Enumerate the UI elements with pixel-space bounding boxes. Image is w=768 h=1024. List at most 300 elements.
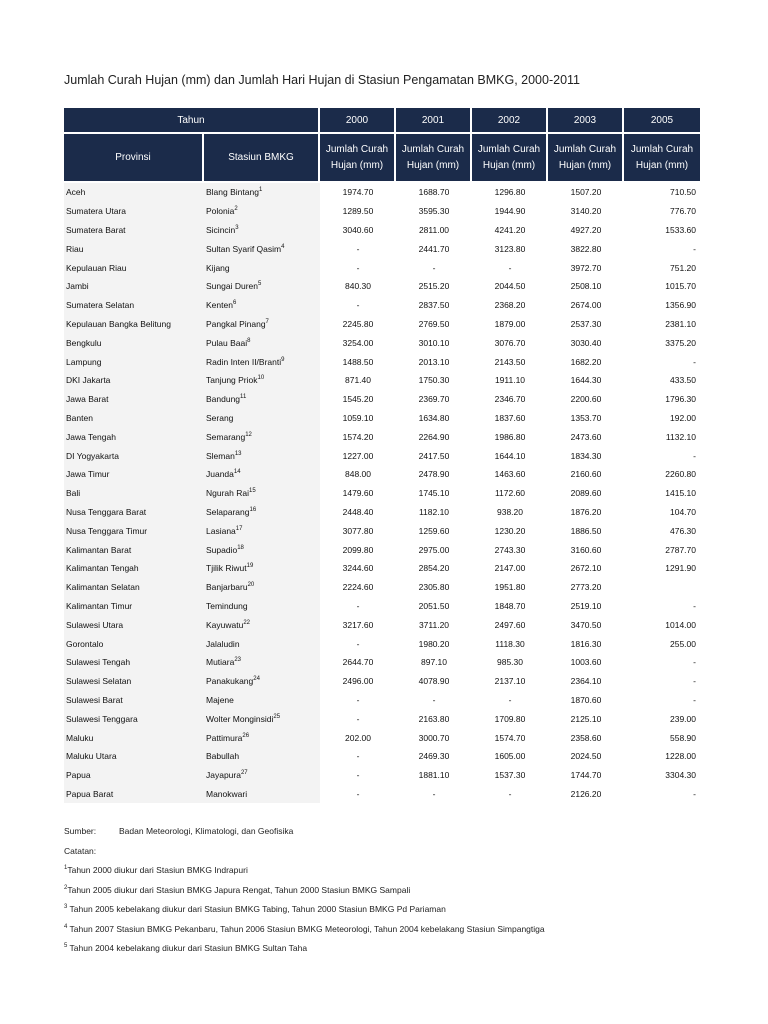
value-cell: 897.10	[421, 657, 447, 668]
value-cell: 1533.60	[665, 224, 696, 235]
value-cell: 1886.50	[570, 525, 602, 536]
province-cell: Kalimantan Selatan	[64, 578, 204, 597]
footnote-ref: 10	[257, 375, 265, 382]
value-cell: 4927.20	[570, 224, 602, 235]
value-cell: 1974.70	[342, 187, 374, 198]
value-cell: -	[432, 262, 436, 273]
province-cell: Sumatera Selatan	[64, 296, 204, 315]
table-row	[64, 239, 700, 258]
station-cell	[204, 578, 320, 597]
value-cell: 1951.80	[494, 582, 526, 593]
table-row	[64, 785, 700, 804]
province-cell: DI Yogyakarta	[64, 446, 204, 465]
value-cell: 3140.20	[570, 206, 602, 217]
value-cell: 3160.60	[570, 544, 602, 555]
value-cell: 2441.70	[418, 243, 450, 254]
table-row	[64, 465, 700, 484]
station-name: Tanjung Priok	[206, 375, 258, 386]
value-cell: -	[508, 694, 512, 705]
value-cell: -	[693, 243, 696, 254]
note-item	[64, 865, 545, 885]
value-cell: 2044.50	[494, 281, 526, 292]
province-cell: Bali	[64, 484, 204, 503]
value-cell: 1118.30	[495, 638, 525, 649]
station-cell	[204, 766, 320, 785]
value-cell: 3595.30	[418, 206, 450, 217]
header-tahun: Tahun	[64, 108, 320, 134]
province-cell: Maluku Utara	[64, 747, 204, 766]
value-cell: 202.00	[345, 732, 371, 743]
value-cell: 2125.10	[570, 713, 602, 724]
table-row	[64, 409, 700, 428]
station-cell	[204, 484, 320, 503]
header-year: 2005	[624, 108, 700, 134]
value-cell: 1911.10	[494, 375, 526, 386]
header-measure: Jumlah Curah Hujan (mm)	[624, 134, 700, 183]
value-cell: 2260.80	[665, 469, 696, 480]
station-cell	[204, 747, 320, 766]
province-cell: Jambi	[64, 277, 204, 296]
station-name: Kijang	[206, 262, 230, 273]
footnote-ref: 2	[234, 206, 238, 213]
value-cell: 2537.30	[570, 318, 602, 329]
value-cell: -	[693, 788, 696, 799]
value-cell: 751.20	[670, 262, 696, 273]
value-cell: 2448.40	[342, 506, 374, 517]
value-cell: 2358.60	[570, 732, 602, 743]
table-row	[64, 521, 700, 540]
station-cell	[204, 202, 320, 221]
value-cell: 1837.60	[494, 412, 526, 423]
station-cell	[204, 390, 320, 409]
footnote-ref: 18	[237, 544, 244, 551]
value-cell: 2975.00	[418, 544, 450, 555]
value-cell: 2497.60	[494, 619, 526, 630]
value-cell: -	[356, 638, 360, 649]
station-cell	[204, 634, 320, 653]
value-cell: 1228.00	[665, 751, 696, 762]
value-cell: -	[356, 713, 360, 724]
note-text: Tahun 2005 kebelakang diukur dari Stasiun BMKG Tabing, Tahun 2000 Stasiun BMKG Pd Pariaman	[67, 904, 446, 914]
station-cell	[204, 409, 320, 428]
value-cell: 1353.70	[570, 412, 602, 423]
note-text: Tahun 2007 Stasiun BMKG Pekanbaru, Tahun 2006 Stasiun BMKG Meteorologi, Tahun 2004 kebelakang Stasiun Simpangtiga	[67, 923, 545, 934]
value-cell: 2381.10	[665, 318, 696, 329]
value-cell: 4078.90	[418, 676, 450, 687]
value-cell: 1644.30	[570, 375, 602, 386]
value-cell: 2200.60	[570, 394, 602, 405]
station-cell	[204, 352, 320, 371]
value-cell: 3304.30	[665, 770, 696, 781]
station-name: Selaparang	[206, 506, 250, 517]
province-cell: Papua	[64, 766, 204, 785]
station-name: Panakukang	[206, 676, 254, 687]
value-cell: 1003.60	[570, 657, 602, 668]
footnote-ref: 14	[233, 469, 241, 476]
province-cell: Lampung	[64, 352, 204, 371]
value-cell: 1644.10	[494, 450, 526, 461]
value-cell: 2305.80	[418, 582, 450, 593]
table-row	[64, 277, 700, 296]
value-cell: 2519.10	[570, 600, 602, 611]
value-cell: 3711.20	[418, 619, 450, 630]
footnote-ref: 4	[281, 243, 285, 250]
value-cell: 1986.80	[494, 431, 526, 442]
station-name: Lasiana	[206, 525, 236, 536]
value-cell: 1944.90	[494, 206, 526, 217]
value-cell: 1750.30	[418, 375, 450, 386]
value-cell: 1574.20	[342, 431, 374, 442]
footnote-ref: 19	[246, 563, 254, 570]
value-cell: 1479.60	[342, 488, 374, 499]
station-cell	[204, 258, 320, 277]
station-cell	[204, 503, 320, 522]
value-cell: 1816.30	[570, 638, 602, 649]
value-cell: 3000.70	[418, 732, 450, 743]
value-cell: 3010.10	[418, 337, 450, 348]
value-cell: 1688.70	[418, 187, 450, 198]
value-cell: 2245.80	[342, 318, 374, 329]
rainfall-table	[64, 108, 700, 803]
value-cell: 1182.10	[418, 506, 450, 517]
value-cell: -	[693, 356, 696, 367]
value-cell: 3244.60	[342, 563, 374, 574]
value-cell: 776.70	[670, 206, 696, 217]
header-year: 2002	[472, 108, 548, 134]
station-cell	[204, 239, 320, 258]
value-cell: 2478.90	[418, 469, 450, 480]
header-measure: Jumlah Curah Hujan (mm)	[320, 134, 396, 183]
station-name: Babullah	[206, 751, 240, 762]
province-cell: Sumatera Utara	[64, 202, 204, 221]
footnote-ref: 3	[235, 225, 239, 232]
province-cell: Gorontalo	[64, 634, 204, 653]
value-cell: 1172.60	[494, 488, 526, 499]
value-cell: 2364.10	[570, 676, 602, 687]
footnote-ref: 9	[281, 356, 285, 363]
footnote-ref: 26	[242, 732, 250, 739]
province-cell: Riau	[64, 239, 204, 258]
table-row	[64, 728, 700, 747]
value-cell: 871.40	[345, 375, 371, 386]
table-row	[64, 484, 700, 503]
value-cell: 2137.10	[494, 676, 526, 687]
station-cell	[204, 296, 320, 315]
value-cell: 3217.60	[342, 619, 374, 630]
footnote-ref: 15	[249, 488, 256, 495]
value-cell: 3254.00	[342, 337, 374, 348]
value-cell: 3076.70	[494, 337, 526, 348]
value-cell: 3123.80	[494, 243, 526, 254]
note-number: 1	[64, 865, 68, 872]
source-label: Sumber:	[64, 826, 97, 836]
value-cell: 3040.60	[342, 224, 374, 235]
value-cell: 1634.80	[418, 412, 450, 423]
station-cell	[204, 540, 320, 559]
value-cell: 2051.50	[418, 600, 450, 611]
value-cell: -	[356, 788, 360, 799]
value-cell: 1014.00	[665, 619, 696, 630]
station-name: Ngurah Rai	[206, 488, 249, 499]
station-cell	[204, 728, 320, 747]
value-cell: 2160.60	[570, 469, 602, 480]
note-number: 3	[64, 904, 68, 911]
station-cell	[204, 446, 320, 465]
value-cell: 1980.20	[418, 638, 450, 649]
value-cell: 1507.20	[570, 187, 602, 198]
province-cell: Nusa Tenggara Barat	[64, 503, 204, 522]
station-cell	[204, 371, 320, 390]
value-cell	[624, 578, 700, 597]
station-name: Polonia	[206, 206, 235, 217]
value-cell: 2024.50	[570, 751, 602, 762]
note-number: 4	[64, 923, 68, 930]
table-body	[64, 183, 700, 803]
header-provinsi: Provinsi	[64, 134, 204, 183]
table-row	[64, 653, 700, 672]
value-cell: 3972.70	[570, 262, 602, 273]
province-cell: Sulawesi Selatan	[64, 672, 204, 691]
value-cell: 2854.20	[418, 563, 450, 574]
value-cell: 1796.30	[665, 394, 696, 405]
footnote-ref: 1	[258, 187, 263, 194]
value-cell: 1259.60	[418, 525, 450, 536]
footnote-ref: 6	[232, 300, 237, 307]
value-cell: 3077.80	[342, 525, 374, 536]
value-cell: 1415.10	[665, 488, 696, 499]
station-cell	[204, 183, 320, 202]
value-cell: -	[356, 751, 360, 762]
value-cell: 2368.20	[494, 300, 526, 311]
value-cell: -	[356, 262, 360, 273]
catatan-label: Catatan:	[64, 845, 97, 856]
table-row	[64, 691, 700, 710]
footnote-ref: 17	[235, 525, 243, 532]
table-row	[64, 258, 700, 277]
station-name: Sultan Syarif Qasim	[206, 243, 282, 254]
value-cell: 1296.80	[494, 187, 526, 198]
value-cell: 1132.10	[665, 431, 696, 442]
table-row	[64, 315, 700, 334]
station-cell	[204, 221, 320, 240]
note-number: 5	[64, 943, 68, 950]
note-text: Tahun 2004 kebelakang diukur dari Stasiun BMKG Sultan Taha	[67, 943, 308, 953]
value-cell: 1291.90	[665, 563, 696, 574]
footnote-ref: 22	[243, 619, 251, 626]
value-cell: -	[432, 788, 436, 799]
province-cell: Sulawesi Tenggara	[64, 709, 204, 728]
value-cell: 1745.10	[418, 488, 450, 499]
note-item	[64, 885, 545, 905]
station-cell	[204, 653, 320, 672]
station-cell	[204, 691, 320, 710]
station-name: Blang Bintang	[206, 187, 259, 198]
province-cell: Kepulauan Bangka Belitung	[64, 315, 204, 334]
value-cell: 2773.20	[570, 582, 602, 593]
station-name: Radin Inten II/Branti	[206, 356, 282, 367]
value-cell: 2346.70	[494, 394, 526, 405]
station-name: Temindung	[206, 600, 248, 611]
province-cell: Maluku	[64, 728, 204, 747]
station-name: Manokwari	[206, 788, 248, 799]
table-row	[64, 672, 700, 691]
footnote-ref: 7	[265, 319, 269, 326]
value-cell: 2126.20	[570, 788, 602, 799]
station-cell	[204, 315, 320, 334]
note-item	[64, 924, 545, 944]
header-stasiun: Stasiun BMKG	[204, 134, 320, 183]
value-cell: 2163.80	[418, 713, 450, 724]
value-cell: 2743.30	[494, 544, 526, 555]
province-cell: Kalimantan Tengah	[64, 559, 204, 578]
value-cell: 1545.20	[342, 394, 374, 405]
value-cell: 938.20	[497, 506, 523, 517]
value-cell: 4241.20	[494, 224, 526, 235]
footnote-ref: 25	[273, 713, 281, 720]
value-cell: 1605.00	[494, 751, 526, 762]
value-cell: 848.00	[345, 469, 371, 480]
table-row	[64, 183, 700, 202]
header-measure: Jumlah Curah Hujan (mm)	[472, 134, 548, 183]
table-row	[64, 634, 700, 653]
value-cell: 1574.70	[494, 732, 526, 743]
header-measure: Jumlah Curah Hujan (mm)	[396, 134, 472, 183]
value-cell: 1059.10	[342, 412, 374, 423]
table-row	[64, 615, 700, 634]
value-cell: 2674.00	[570, 300, 602, 311]
station-cell	[204, 427, 320, 446]
note-number: 2	[64, 884, 68, 891]
value-cell: 2787.70	[665, 544, 696, 555]
station-cell	[204, 615, 320, 634]
value-cell: 3470.50	[570, 619, 602, 630]
value-cell: 985.30	[497, 657, 523, 668]
value-cell: 710.50	[670, 187, 696, 198]
value-cell: 2013.10	[418, 356, 450, 367]
value-cell: 2143.50	[494, 356, 526, 367]
table-row	[64, 221, 700, 240]
footnote-ref: 20	[247, 582, 255, 589]
value-cell: 1682.20	[570, 356, 602, 367]
station-name: Banjarbaru	[206, 582, 248, 593]
station-name: Wolter Monginsidi	[206, 713, 274, 724]
province-cell: Sulawesi Utara	[64, 615, 204, 634]
table-row	[64, 766, 700, 785]
footnote-ref: 5	[257, 281, 262, 288]
header-measure: Jumlah Curah Hujan (mm)	[548, 134, 624, 183]
value-cell: 1879.00	[494, 318, 526, 329]
footnote-ref: 27	[240, 770, 248, 777]
value-cell: 2147.00	[494, 563, 526, 574]
value-cell: -	[356, 600, 360, 611]
station-name: Juanda	[206, 469, 234, 480]
province-cell: Jawa Tengah	[64, 427, 204, 446]
value-cell: 1876.20	[570, 506, 602, 517]
value-cell: 2417.50	[418, 450, 450, 461]
value-cell: 558.90	[670, 732, 696, 743]
footnote-ref: 8	[247, 337, 251, 344]
value-cell: 2089.60	[570, 488, 602, 499]
value-cell: 1356.90	[665, 300, 696, 311]
station-cell	[204, 277, 320, 296]
note-item	[64, 904, 545, 924]
station-name: Sungai Duren	[206, 281, 258, 292]
table-row	[64, 709, 700, 728]
province-cell: DKI Jakarta	[64, 371, 204, 390]
value-cell: 2469.30	[418, 751, 450, 762]
value-cell: -	[693, 694, 696, 705]
table-row	[64, 296, 700, 315]
note-text: Tahun 2000 diukur dari Stasiun BMKG Indrapuri	[67, 865, 248, 875]
value-cell: 192.00	[670, 412, 696, 423]
station-name: Semarang	[206, 431, 246, 442]
value-cell: 476.30	[670, 525, 696, 536]
value-cell: 2099.80	[342, 544, 374, 555]
value-cell: 2515.20	[418, 281, 450, 292]
value-cell: 2672.10	[570, 563, 602, 574]
station-name: Pulau Baai	[206, 337, 248, 348]
source-text: Badan Meteorologi, Klimatologi, dan Geofisika	[119, 826, 294, 836]
value-cell: 1834.30	[570, 450, 602, 461]
value-cell: 1015.70	[665, 281, 696, 292]
value-cell: -	[356, 300, 360, 311]
footnote-ref: 12	[245, 431, 252, 438]
station-cell	[204, 672, 320, 691]
value-cell: 1463.60	[494, 469, 526, 480]
station-name: Supadio	[206, 544, 238, 555]
station-cell	[204, 521, 320, 540]
station-name: Kenten	[206, 300, 233, 311]
value-cell: 1488.50	[342, 356, 374, 367]
station-name: Majene	[206, 694, 234, 705]
value-cell: -	[693, 657, 696, 668]
station-cell	[204, 785, 320, 804]
value-cell: 1744.70	[570, 770, 602, 781]
province-cell: Kalimantan Barat	[64, 540, 204, 559]
value-cell: 1227.00	[342, 450, 374, 461]
value-cell: -	[693, 600, 696, 611]
value-cell: -	[508, 788, 512, 799]
value-cell: 2811.00	[418, 224, 450, 235]
value-cell: 3030.40	[570, 337, 602, 348]
header-year: 2000	[320, 108, 396, 134]
footnote-ref: 23	[234, 657, 242, 664]
province-cell: Sulawesi Barat	[64, 691, 204, 710]
page-title: Jumlah Curah Hujan (mm) dan Jumlah Hari Hujan di Stasiun Pengamatan BMKG, 2000-2011	[64, 73, 580, 87]
table-row	[64, 503, 700, 522]
footnote-ref: 13	[234, 450, 242, 457]
value-cell: 840.30	[345, 281, 371, 292]
value-cell: -	[356, 694, 360, 705]
station-name: Bandung	[206, 394, 241, 405]
value-cell: 1230.20	[494, 525, 526, 536]
station-name: Jayapura	[206, 770, 241, 781]
footnote-ref: 16	[249, 507, 257, 514]
value-cell: 1848.70	[494, 600, 526, 611]
province-cell: Aceh	[64, 183, 204, 202]
table-row	[64, 578, 700, 597]
value-cell: 239.00	[670, 713, 696, 724]
table-row	[64, 427, 700, 446]
value-cell: 2837.50	[418, 300, 450, 311]
value-cell: 1881.10	[418, 770, 450, 781]
value-cell: -	[693, 676, 696, 687]
value-cell: -	[432, 694, 436, 705]
station-name: Pangkal Pinang	[206, 318, 266, 329]
table-row	[64, 333, 700, 352]
station-cell	[204, 333, 320, 352]
province-cell: Papua Barat	[64, 785, 204, 804]
